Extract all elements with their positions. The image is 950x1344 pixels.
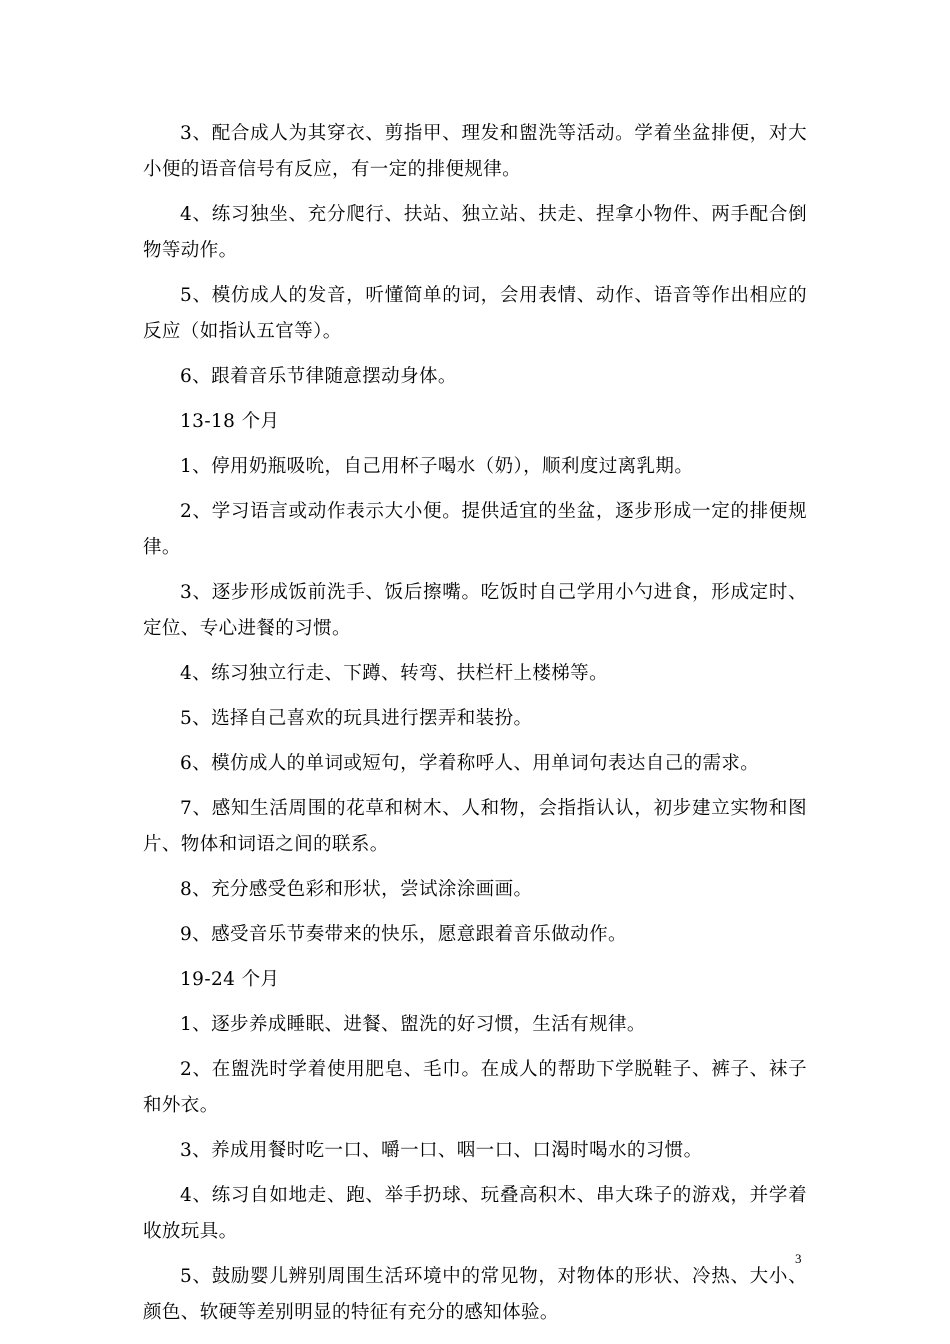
paragraph: 1、停用奶瓶吸吮，自己用杯子喝水（奶），顺利度过离乳期。 bbox=[180, 456, 694, 477]
paragraph: 3、逐步形成饭前洗手、饭后擦嘴。吃饭时自己学用小勺进食，形成定时、定位、专心进餐的习惯。 bbox=[143, 582, 807, 639]
section-heading: 13-18 个月 bbox=[180, 411, 280, 432]
paragraph: 3、配合成人为其穿衣、剪指甲、理发和盥洗等活动。学着坐盆排便，对大小便的语音信号有反应，有一定的排便规律。 bbox=[143, 123, 807, 180]
paragraph: 5、选择自己喜欢的玩具进行摆弄和装扮。 bbox=[180, 708, 533, 729]
paragraph: 8、充分感受色彩和形状，尝试涂涂画画。 bbox=[180, 879, 533, 900]
page-number: 3 bbox=[795, 1251, 802, 1266]
paragraph: 5、鼓励婴儿辨别周围生活环境中的常见物，对物体的形状、冷热、大小、颜色、软硬等差别明显的特征有充分的感知体验。 bbox=[143, 1266, 807, 1323]
paragraph: 9、感受音乐节奏带来的快乐，愿意跟着音乐做动作。 bbox=[180, 924, 627, 945]
section-heading: 19-24 个月 bbox=[180, 969, 280, 990]
paragraph: 4、练习自如地走、跑、举手扔球、玩叠高积木、串大珠子的游戏，并学着收放玩具。 bbox=[143, 1185, 807, 1242]
paragraph: 3、养成用餐时吃一口、嚼一口、咽一口、口渴时喝水的习惯。 bbox=[180, 1140, 703, 1161]
document-body bbox=[143, 116, 807, 1340]
paragraph: 2、学习语言或动作表示大小便。提供适宜的坐盆，逐步形成一定的排便规律。 bbox=[143, 501, 807, 558]
paragraph: 2、在盥洗时学着使用肥皂、毛巾。在成人的帮助下学脱鞋子、裤子、袜子和外衣。 bbox=[143, 1059, 807, 1116]
paragraph: 1、逐步养成睡眠、进餐、盥洗的好习惯，生活有规律。 bbox=[180, 1014, 646, 1035]
paragraph: 5、模仿成人的发音，听懂简单的词，会用表情、动作、语音等作出相应的反应（如指认五官等）。 bbox=[143, 285, 807, 342]
paragraph: 6、模仿成人的单词或短句，学着称呼人、用单词句表达自己的需求。 bbox=[180, 753, 760, 774]
paragraph: 4、练习独坐、充分爬行、扶站、独立站、扶走、捏拿小物件、两手配合倒物等动作。 bbox=[143, 204, 807, 261]
paragraph: 6、跟着音乐节律随意摆动身体。 bbox=[180, 366, 457, 387]
paragraph: 7、感知生活周围的花草和树木、人和物，会指指认认，初步建立实物和图片、物体和词语之间的联系。 bbox=[143, 798, 807, 855]
paragraph: 4、练习独立行走、下蹲、转弯、扶栏杆上楼梯等。 bbox=[180, 663, 608, 684]
